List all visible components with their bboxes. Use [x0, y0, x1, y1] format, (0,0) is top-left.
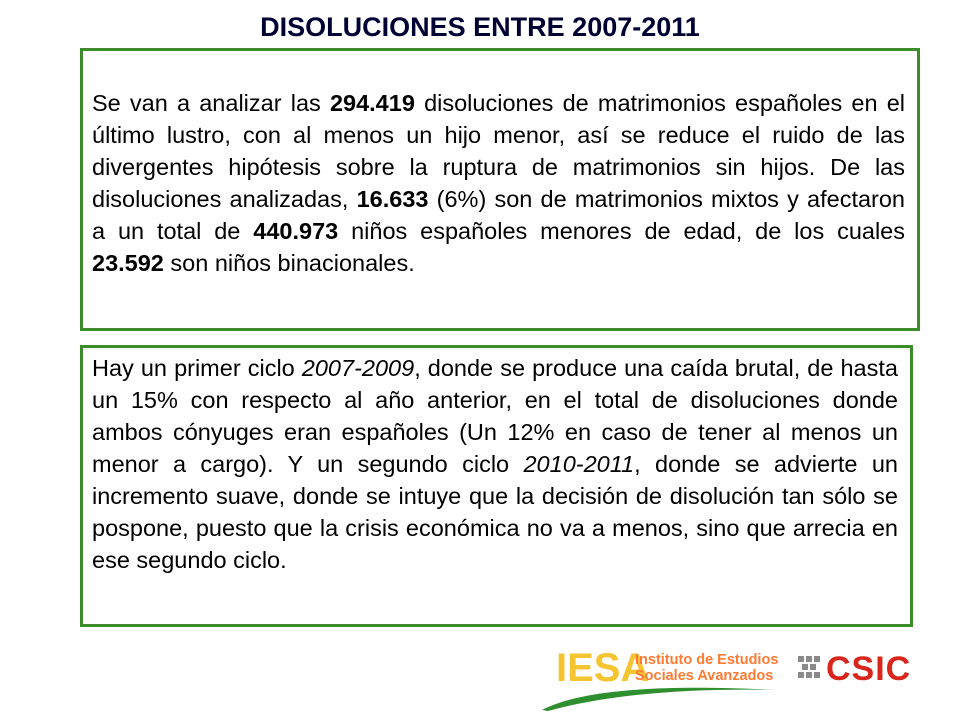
text-segment: Se van a analizar las [92, 90, 330, 116]
iesa-wordmark: IESA [556, 646, 650, 690]
iesa-subtitle-line: Sociales Avanzados [635, 668, 774, 684]
text-segment: disoluciones de matrimonios españoles en el último lustro, con al menos un hijo menor, así se reduce el ruido de las divergentes hipótesis sobre la ruptura de matrimonios sin hijos. De las disoluciones analizadas, [92, 90, 905, 212]
second-cycle-years: 2010-2011 [523, 451, 635, 477]
csic-logo [796, 650, 926, 686]
summary-paragraph [92, 87, 905, 279]
page-title: DISOLUCIONES ENTRE 2007-2011 [260, 12, 700, 42]
iesa-logo [540, 640, 800, 712]
text-segment: (6%) son de matrimonios mixtos y afectaron a un total de [92, 186, 906, 244]
text-segment: , donde se advierte un incremento suave, donde se intuye que la decisión de disolución tan sólo se pospone, puesto que la crisis económica no va a menos, sino que arrecia en ese segundo ciclo. [92, 451, 898, 573]
children-total-number: 440.973 [253, 218, 339, 244]
summary-box [80, 48, 920, 331]
csic-emblem-icon [796, 654, 822, 682]
text-segment: Hay un primer ciclo [92, 355, 302, 381]
iesa-subtitle-line: Instituto de Estudios [635, 652, 779, 668]
cycles-paragraph [92, 352, 898, 576]
iesa-swoosh-icon [540, 680, 780, 712]
csic-wordmark: CSIC [826, 650, 912, 688]
binational-children-number: 23.592 [92, 250, 164, 276]
text-segment: , donde se produce una caída brutal, de hasta un 15% con respecto al año anterior, en el total de disoluciones donde ambos cónyuges eran españoles (Un 12% en caso de tener al menos un menor a cargo). Y un segundo ciclo [92, 355, 898, 477]
cycles-box [80, 345, 913, 627]
total-dissolutions-number: 294.419 [329, 90, 415, 116]
text-segment: niños españoles menores de edad, de los cuales [338, 218, 905, 244]
text-segment: son niños binacionales. [163, 250, 415, 276]
mixed-marriages-number: 16.633 [356, 186, 429, 212]
first-cycle-years: 2007-2009 [301, 355, 415, 381]
